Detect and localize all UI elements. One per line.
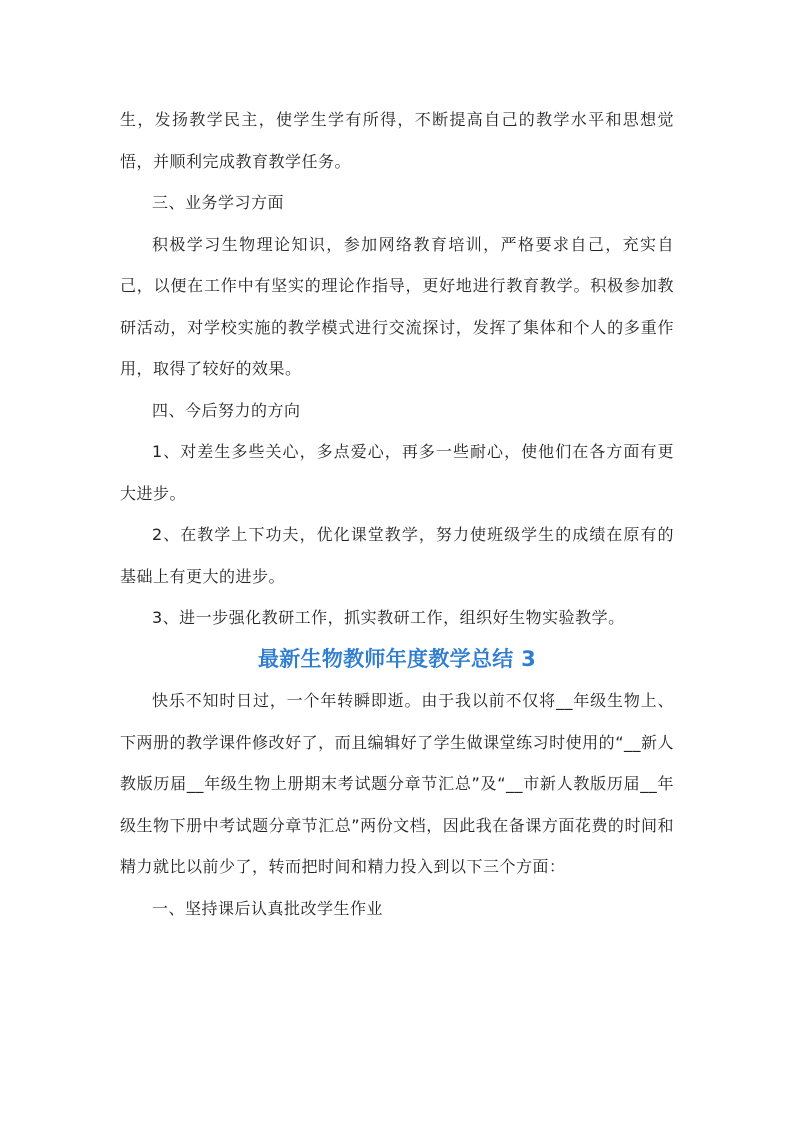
paragraph: 快乐不知时日过，一个年转瞬即逝。由于我以前不仅将__年级生物上、下两册的教学课件修改好了，而且编辑好了学生做课堂练习时使用的“__新人教版历届__年级生物上册期末考试题分章节汇总”及“__市新人教版历届__年级生物下册中考试题分章节汇总”两份文档，因此我在备课方面花费的时间和精力就比以前少了，转而把时间和精力投入到以下三个方面： <box>120 691 674 876</box>
section-heading-homework: 一、坚持课后认真批改学生作业 <box>152 898 384 918</box>
section-heading-future-direction: 四、今后努力的方向 <box>152 400 301 420</box>
paragraph: 生，发扬教学民主，使学生学有所得，不断提高自己的教学水平和思想觉悟，并顺利完成教育教学任务。 <box>120 110 674 171</box>
list-item: 2、在教学上下功夫，优化课堂教学，努力使班级学生的成绩在原有的基础上有更大的进步。 <box>120 525 674 586</box>
paragraph: 积极学习生物理论知识，参加网络教育培训，严格要求自己，充实自己，以便在工作中有坚实的理论作指导，更好地进行教育教学。积极参加教研活动，对学校实施的教学模式进行交流探讨，发挥了集体和个人的多重作用，取得了较好的效果。 <box>120 234 674 378</box>
document-page <box>120 99 674 929</box>
document-title: 最新生物教师年度教学总结 3 <box>257 646 537 671</box>
list-item: 3、进一步强化教研工作，抓实教研工作，组织好生物实验教学。 <box>152 608 625 627</box>
section-heading-business-study: 三、业务学习方面 <box>152 193 285 212</box>
list-item: 1、对差生多些关心，多点爱心，再多一些耐心，使他们在各方面有更大进步。 <box>120 442 674 503</box>
